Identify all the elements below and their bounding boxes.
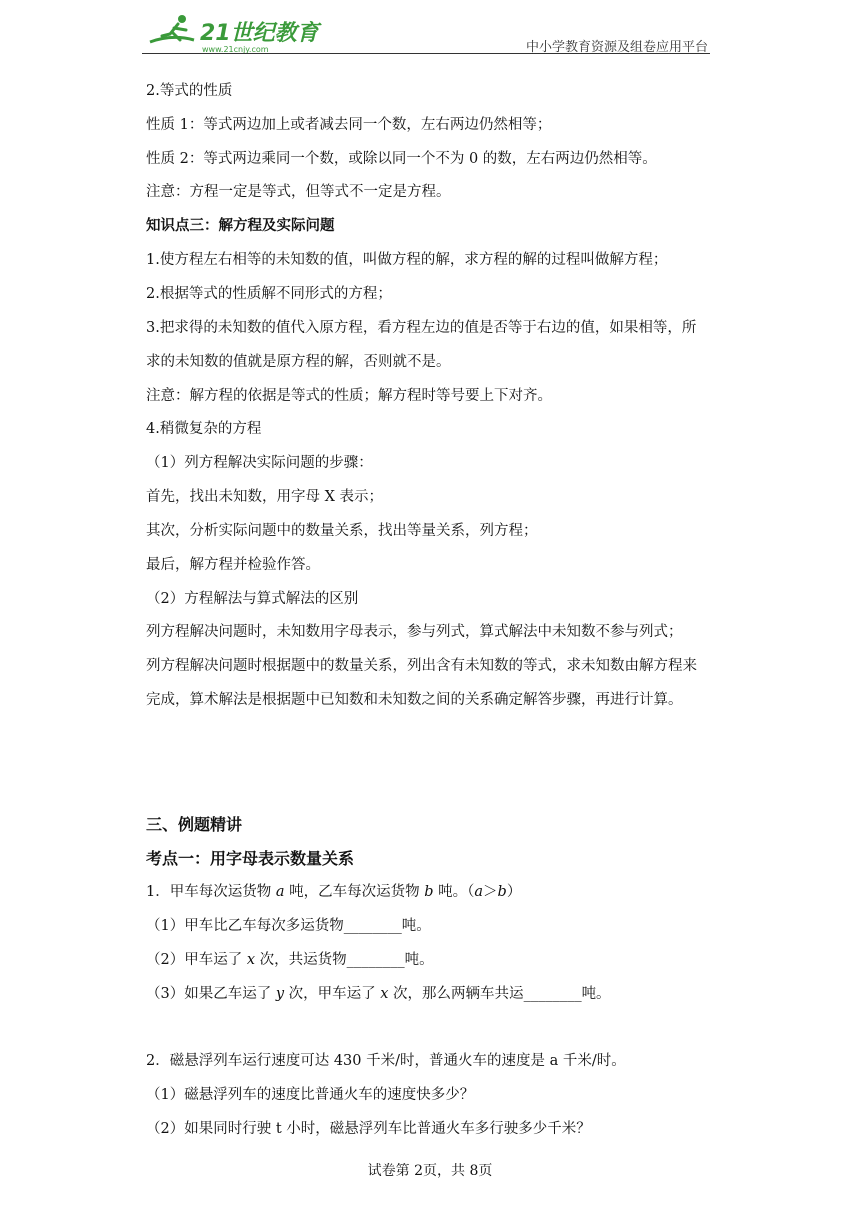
logo-url: www.21cnjy.com xyxy=(202,45,269,54)
question-2-part-2: （2）如果同时行驶 t 小时，磁悬浮列车比普通火车多行驶多少千米？ xyxy=(146,1121,591,1137)
text-line: （2）方程解法与算式解法的区别 xyxy=(146,591,359,607)
text-line: 注意：解方程的依据是等式的性质；解方程时等号要上下对齐。 xyxy=(146,388,552,404)
page-header xyxy=(142,8,710,54)
platform-name: 中小学教育资源及组卷应用平台 xyxy=(525,40,708,55)
logo-icon xyxy=(142,10,342,54)
text-line: 完成，算术解法是根据题中已知数和未知数之间的关系确定解答步骤，再进行计算。 xyxy=(146,692,683,708)
header-rule xyxy=(142,53,710,54)
question-1-part-2: （2）甲车运了 x 次，共运货物________吨。 xyxy=(146,952,434,968)
text-line: 3.把求得的未知数的值代入原方程，看方程左边的值是否等于右边的值，如果相等，所 xyxy=(146,320,697,336)
text-line: 最后，解方程并检验作答。 xyxy=(146,557,320,573)
logo-text: 21世纪教育 xyxy=(200,21,319,46)
answer-blank[interactable]: ________ xyxy=(346,952,405,968)
answer-blank[interactable]: ________ xyxy=(523,986,582,1002)
answer-blank[interactable]: ________ xyxy=(343,918,402,934)
question-1-part-3: （3）如果乙车运了 y 次，甲车运了 x 次，那么两辆车共运________吨。 xyxy=(146,986,611,1002)
text-line: 4.稍微复杂的方程 xyxy=(146,421,262,437)
text-line: 注意：方程一定是等式，但等式不一定是方程。 xyxy=(146,184,451,200)
text-line: 1.使方程左右相等的未知数的值，叫做方程的解，求方程的解的过程叫做解方程； xyxy=(146,252,668,268)
subheading: 知识点三：解方程及实际问题 xyxy=(146,217,335,234)
question-2-part-1: （1）磁悬浮列车的速度比普通火车的速度快多少？ xyxy=(146,1087,475,1103)
text-line: 列方程解决问题时根据题中的数量关系，列出含有未知数的等式，求未知数由解方程来 xyxy=(146,658,697,674)
text-line: 求的未知数的值就是原方程的解，否则就不是。 xyxy=(146,354,451,370)
text-line: 列方程解决问题时，未知数用字母表示，参与列式，算式解法中未知数不参与列式； xyxy=(146,624,683,640)
text-line: 2.等式的性质 xyxy=(146,83,233,99)
page-footer: 试卷第 2页，共 8页 xyxy=(367,1163,493,1179)
text-line: 其次，分析实际问题中的数量关系，找出等量关系，列方程； xyxy=(146,523,538,539)
text-line: 2.根据等式的性质解不同形式的方程； xyxy=(146,286,392,302)
text-line: （1）列方程解决实际问题的步骤： xyxy=(146,455,373,471)
question-1-stem: 1．甲车每次运货物 a 吨，乙车每次运货物 b 吨。（a＞b） xyxy=(146,884,522,900)
text-line: 性质 1：等式两边加上或者减去同一个数，左右两边仍然相等； xyxy=(146,117,552,133)
question-2-stem: 2．磁悬浮列车运行速度可达 430 千米/时，普通火车的速度是 a 千米/时。 xyxy=(146,1053,626,1069)
question-1-part-1: （1）甲车比乙车每次多运货物________吨。 xyxy=(146,918,431,934)
point-title: 考点一：用字母表示数量关系 xyxy=(146,849,355,868)
text-line: 首先，找出未知数，用字母 X 表示； xyxy=(146,489,384,505)
section-title: 三、例题精讲 xyxy=(146,815,243,834)
text-line: 性质 2：等式两边乘同一个数，或除以同一个不为 0 的数，左右两边仍然相等。 xyxy=(146,151,657,167)
